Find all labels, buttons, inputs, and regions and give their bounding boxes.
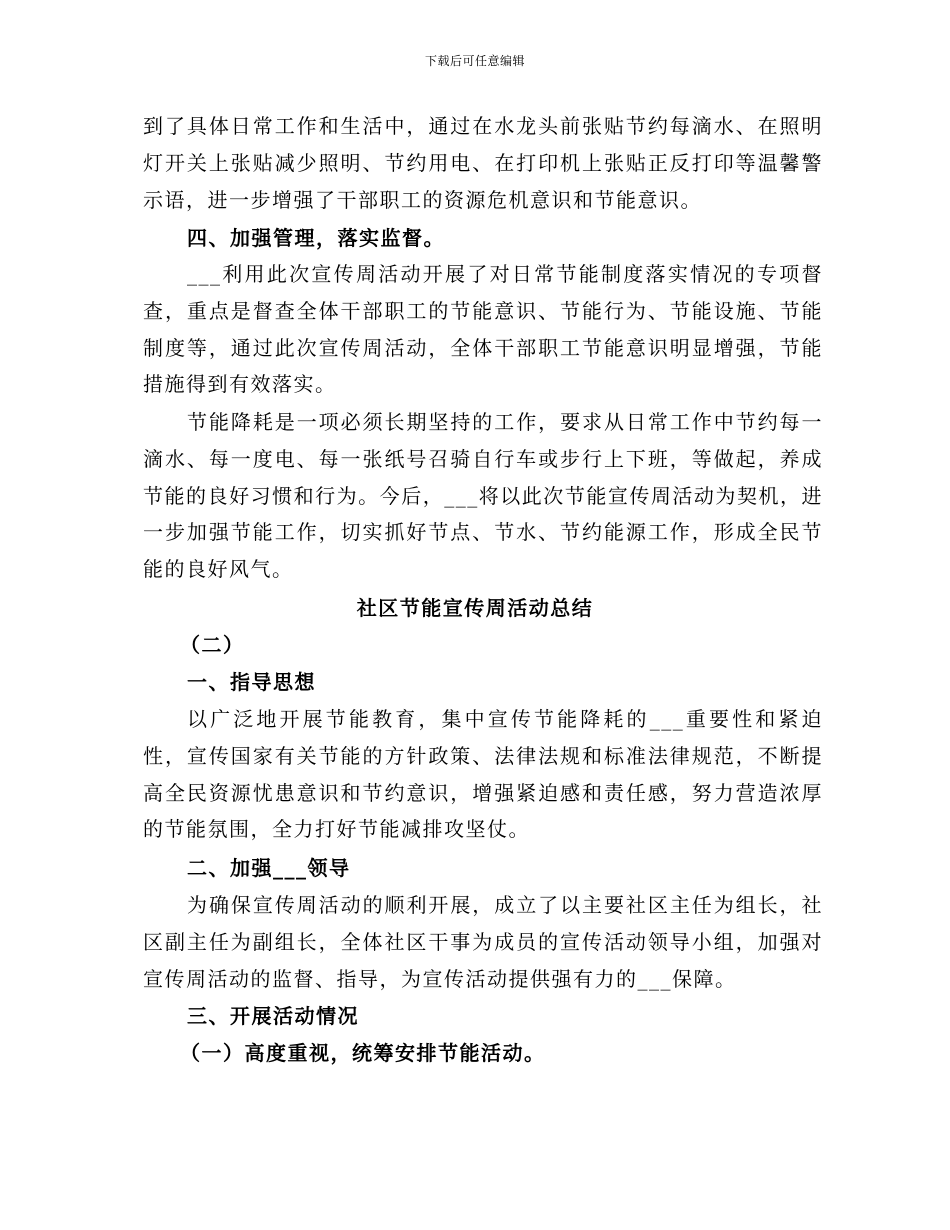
paragraph-leadership: 为确保宣传周活动的顺利开展，成立了以主要社区主任为组长，社区副主任为副组长，全体社区干事为成员的宣传活动领导小组，加强对宣传周活动的监督、指导，为宣传活动提供强有力的___保障。 (143, 893, 823, 991)
heading-activities-sub1: （一）高度重视，统筹安排节能活动。 (180, 1041, 546, 1065)
document-title: 社区节能宣传周活动总结 (356, 596, 594, 620)
heading-leadership: 二、加强___领导 (187, 856, 351, 880)
paragraph-conclusion: 节能降耗是一项必须长期坚持的工作，要求从日常工作中节约每一滴水、每一度电、每一张纸号召骑自行车或步行上下班，等做起，养成节能的良好习惯和行为。今后，___将以此次节能宣传周活动为契机，进一步加强节能工作，切实抓好节点、节水、节约能源工作，形成全民节能的良好风气。 (143, 410, 823, 582)
heading-guiding-thought: 一、指导思想 (187, 670, 316, 694)
paragraph-guiding-thought: 以广泛地开展节能教育，集中宣传节能降耗的___重要性和紧迫性，宣传国家有关节能的方针政策、法律法规和标准法律规范，不断提高全民资源忧患意识和节约意识，增强紧迫感和责任感，努力营造浓厚的节能氛围，全力打好节能减排攻坚仗。 (143, 707, 823, 842)
heading-activities: 三、开展活动情况 (187, 1004, 359, 1028)
paragraph-inspection: ___利用此次宣传周活动开展了对日常节能制度落实情况的专项督查，重点是督查全体干部职工的节能意识、节能行为、节能设施、节能制度等，通过此次宣传周活动，全体干部职工节能意识明显增强，节能措施得到有效落实。 (143, 262, 823, 397)
page-header: 下载后可任意编辑 (424, 54, 525, 68)
paragraph-intro: 到了具体日常工作和生活中，通过在水龙头前张贴节约每滴水、在照明灯开关上张贴减少照明、节约用电、在打印机上张贴正反打印等温馨警示语，进一步增强了干部职工的资源危机意识和节能意识。 (143, 114, 823, 212)
heading-strengthen-management: 四、加强管理，落实监督。 (187, 226, 445, 250)
document-subtitle: （二） (180, 633, 245, 657)
